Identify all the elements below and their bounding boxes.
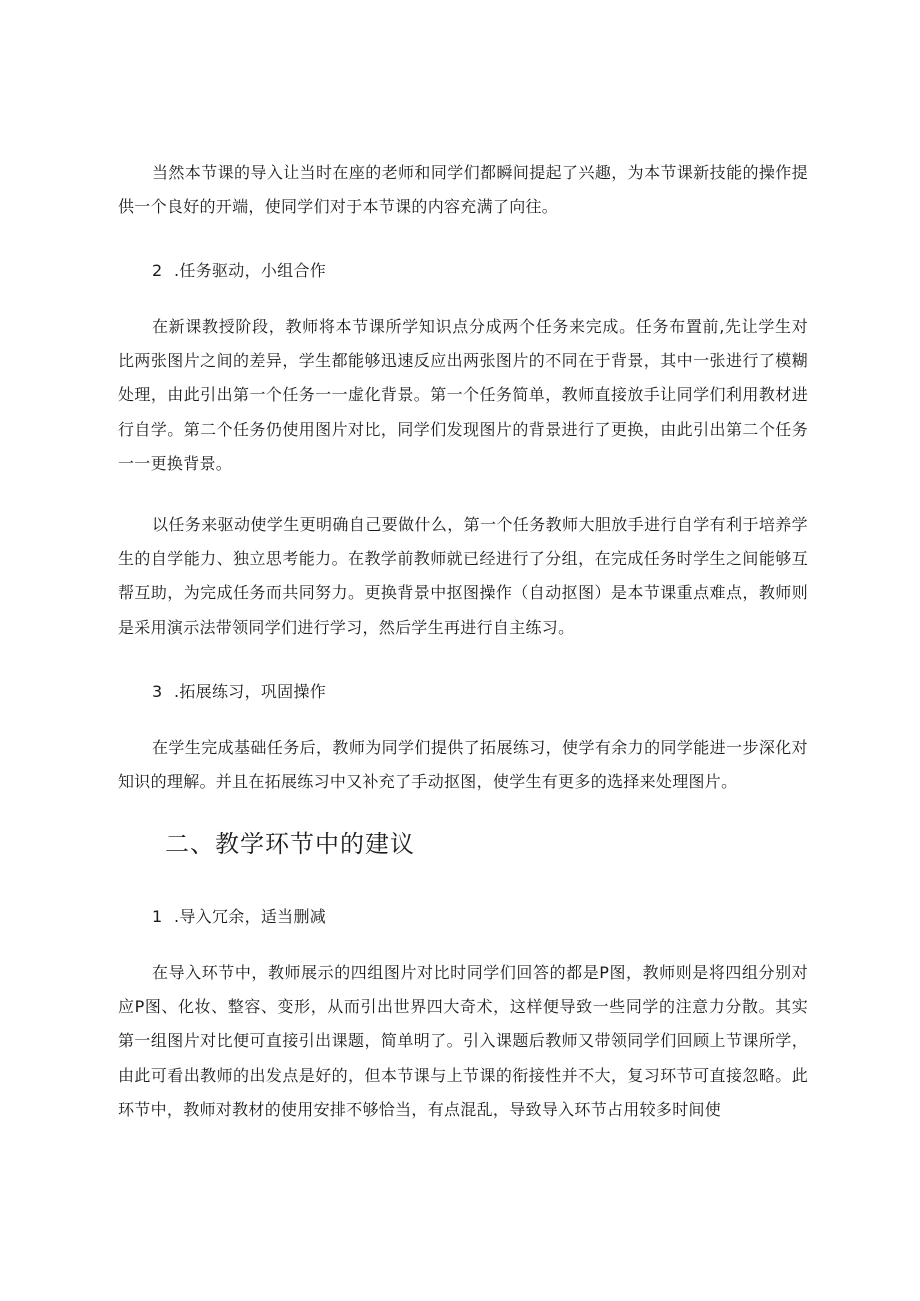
- section-heading-suggestions: 二、教学环节中的建议: [165, 830, 415, 858]
- subhead-number: 1: [152, 907, 163, 926]
- subhead-task-driven: [152, 259, 326, 283]
- subhead-extension-practice: [152, 680, 326, 704]
- paragraph-intro-suggestion: 在导入环节中，教师展示的四组图片对比时同学们回答的都是P图，教师则是将四组分别对应P图、化妆、整容、变形，从而引出世界四大奇术，这样便导致一些同学的注意力分散。其实第一组图片对比便可直接引出课题，简单明了。引入课题后教师又带领同学们回顾上节课所学，由此可看出教师的出发点是好的，但本节课与上节课的衔接性并不大，复习环节可直接忽略。此环节中，教师对教材的使用安排不够恰当，有点混乱，导致导入环节占用较多时间使: [118, 963, 808, 1119]
- subhead-text: .导入冗余，适当删减: [174, 907, 327, 926]
- subhead-text: .拓展练习，巩固操作: [174, 682, 327, 701]
- subhead-number: 2: [152, 261, 163, 280]
- paragraph-intro-effect: 当然本节课的导入让当时在座的老师和同学们都瞬间提起了兴趣，为本节课新技能的操作提供一个良好的开端，使同学们对于本节课的内容充满了向往。: [118, 163, 808, 217]
- paragraph-task-motivation: 以任务来驱动使学生更明确自己要做什么，第一个任务教师大胆放手进行自学有利于培养学生的自学能力、独立思考能力。在教学前教师就已经进行了分组，在完成任务时学生之间能够互帮互助，为完成任务而共同努力。更换背景中抠图操作（自动抠图）是本节课重点难点，教师则是采用演示法带领同学们进行学习，然后学生再进行自主练习。: [118, 515, 808, 637]
- subhead-number: 3: [152, 682, 163, 701]
- subhead-redundant-intro: [152, 905, 326, 929]
- paragraph-new-lesson: 在新课教授阶段，教师将本节课所学知识点分成两个任务来完成。任务布置前,先让学生对比两张图片之间的差异，学生都能够迅速反应出两张图片的不同在于背景，其中一张进行了模糊处理，由此引出第一个任务一一虚化背景。第一个任务简单，教师直接放手让同学们利用教材进行自学。第二个任务仍使用图片对比，同学们发现图片的背景进行了更换，由此引出第二个任务一一更换背景。: [118, 317, 808, 473]
- subhead-text: .任务驱动，小组合作: [174, 261, 327, 280]
- paragraph-extension: 在学生完成基础任务后，教师为同学们提供了拓展练习，使学有余力的同学能进一步深化对知识的理解。并且在拓展练习中又补充了手动抠图，使学生有更多的选择来处理图片。: [118, 738, 808, 792]
